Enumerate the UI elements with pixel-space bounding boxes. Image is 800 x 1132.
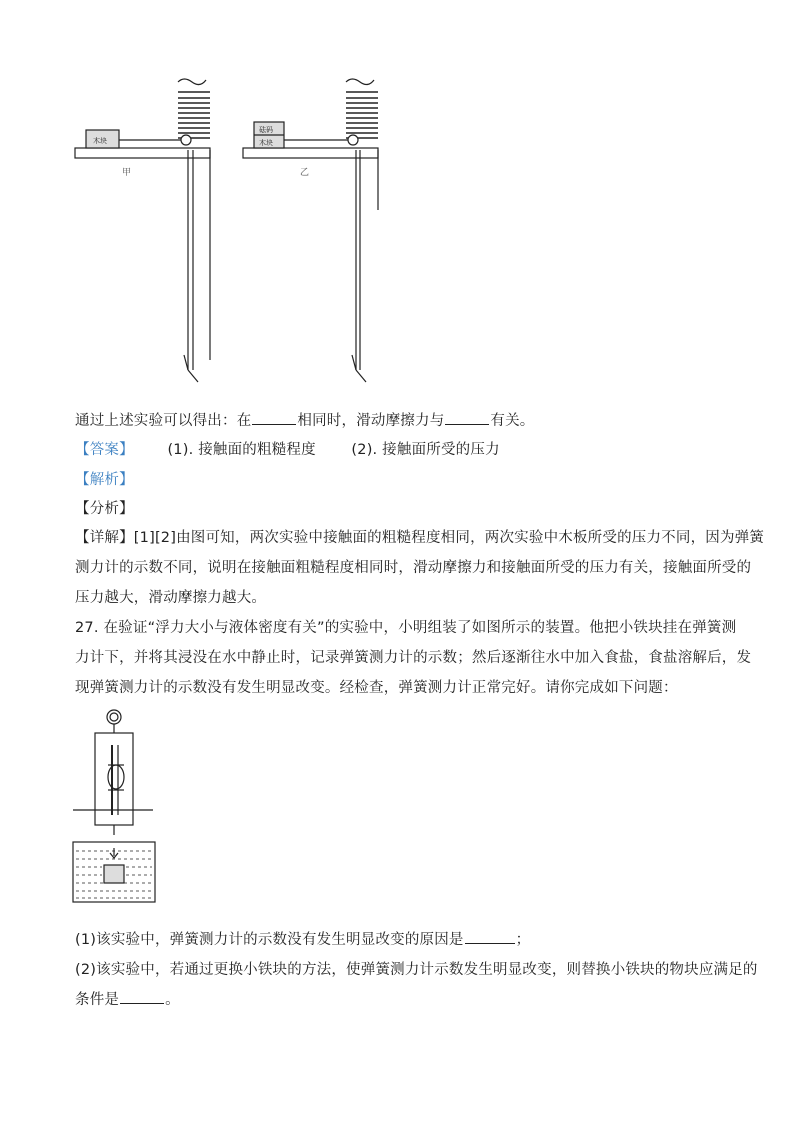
q26-detail-line2: 测力计的示数不同，说明在接触面粗糙程度相同时，滑动摩擦力和接触面所受的压力有关，接触面所受的 bbox=[75, 560, 752, 576]
blank-2 bbox=[445, 412, 489, 425]
spring-scale bbox=[73, 710, 153, 835]
q26-detail-line1: 【详解】[1][2]由图可知，两次实验中接触面的粗糙程度相同，两次实验中木板所受的压力不同，因为弹簧 bbox=[75, 530, 765, 546]
buoyancy-experiment-figure bbox=[68, 705, 163, 905]
answer-1: (1). 接触面的粗糙程度 bbox=[167, 442, 316, 458]
spring-scale-right bbox=[346, 79, 378, 145]
q26-fenxi-tag: 【分析】 bbox=[75, 501, 134, 517]
q26-conclusion: 通过上述实验可以得出：在 相同时，滑动摩擦力与 有关。 bbox=[75, 413, 535, 429]
q27-sub2-line1: (2)该实验中，若通过更换小铁块的方法，使弹簧测力计示数发生明显改变，则替换小铁块的物块应满足的 bbox=[75, 962, 758, 978]
blank-3 bbox=[465, 931, 515, 944]
spring-scale-left bbox=[178, 79, 210, 145]
iron-block bbox=[104, 865, 124, 883]
q27-sub2-line2: 条件是 。 bbox=[75, 992, 180, 1008]
answer-tag: 【答案】 bbox=[75, 442, 134, 458]
answer-2: (2). 接触面所受的压力 bbox=[351, 442, 500, 458]
blank-4 bbox=[120, 991, 164, 1004]
setup-yi-label: 乙 bbox=[300, 168, 310, 178]
setup-jia bbox=[75, 79, 210, 382]
board-left bbox=[75, 148, 210, 158]
q27-sub1: (1)该实验中，弹簧测力计的示数没有发生明显改变的原因是 ； bbox=[75, 932, 531, 948]
water-container bbox=[73, 842, 155, 902]
q27-stem-line1: 27. 在验证“浮力大小与液体密度有关”的实验中，小明组装了如图所示的装置。他把小铁块挂在弹簧测 bbox=[75, 620, 737, 636]
setup-jia-label: 甲 bbox=[122, 168, 132, 178]
q26-answer bbox=[75, 438, 500, 459]
board-right bbox=[243, 148, 378, 158]
block-right-bottom-label: 木块 bbox=[259, 139, 273, 147]
q27-stem-line2: 力计下，并将其浸没在水中静止时，记录弹簧测力计的示数；然后逐渐往水中加入食盐，食盐溶解后，发 bbox=[75, 650, 752, 666]
block-right-top-label: 砝码 bbox=[259, 126, 273, 134]
blank-1 bbox=[252, 412, 296, 425]
q26-analysis-tag: 【解析】 bbox=[75, 472, 134, 488]
q26-detail-line3: 压力越大，滑动摩擦力越大。 bbox=[75, 590, 267, 606]
block-left-label: 木块 bbox=[93, 137, 107, 145]
friction-experiment-figure bbox=[60, 70, 400, 390]
q27-stem-line3: 现弹簧测力计的示数没有发生明显改变。经检查，弹簧测力计正常完好。请你完成如下问题： bbox=[75, 680, 678, 696]
setup-yi bbox=[243, 79, 378, 382]
q27-number: 27. bbox=[75, 620, 99, 636]
